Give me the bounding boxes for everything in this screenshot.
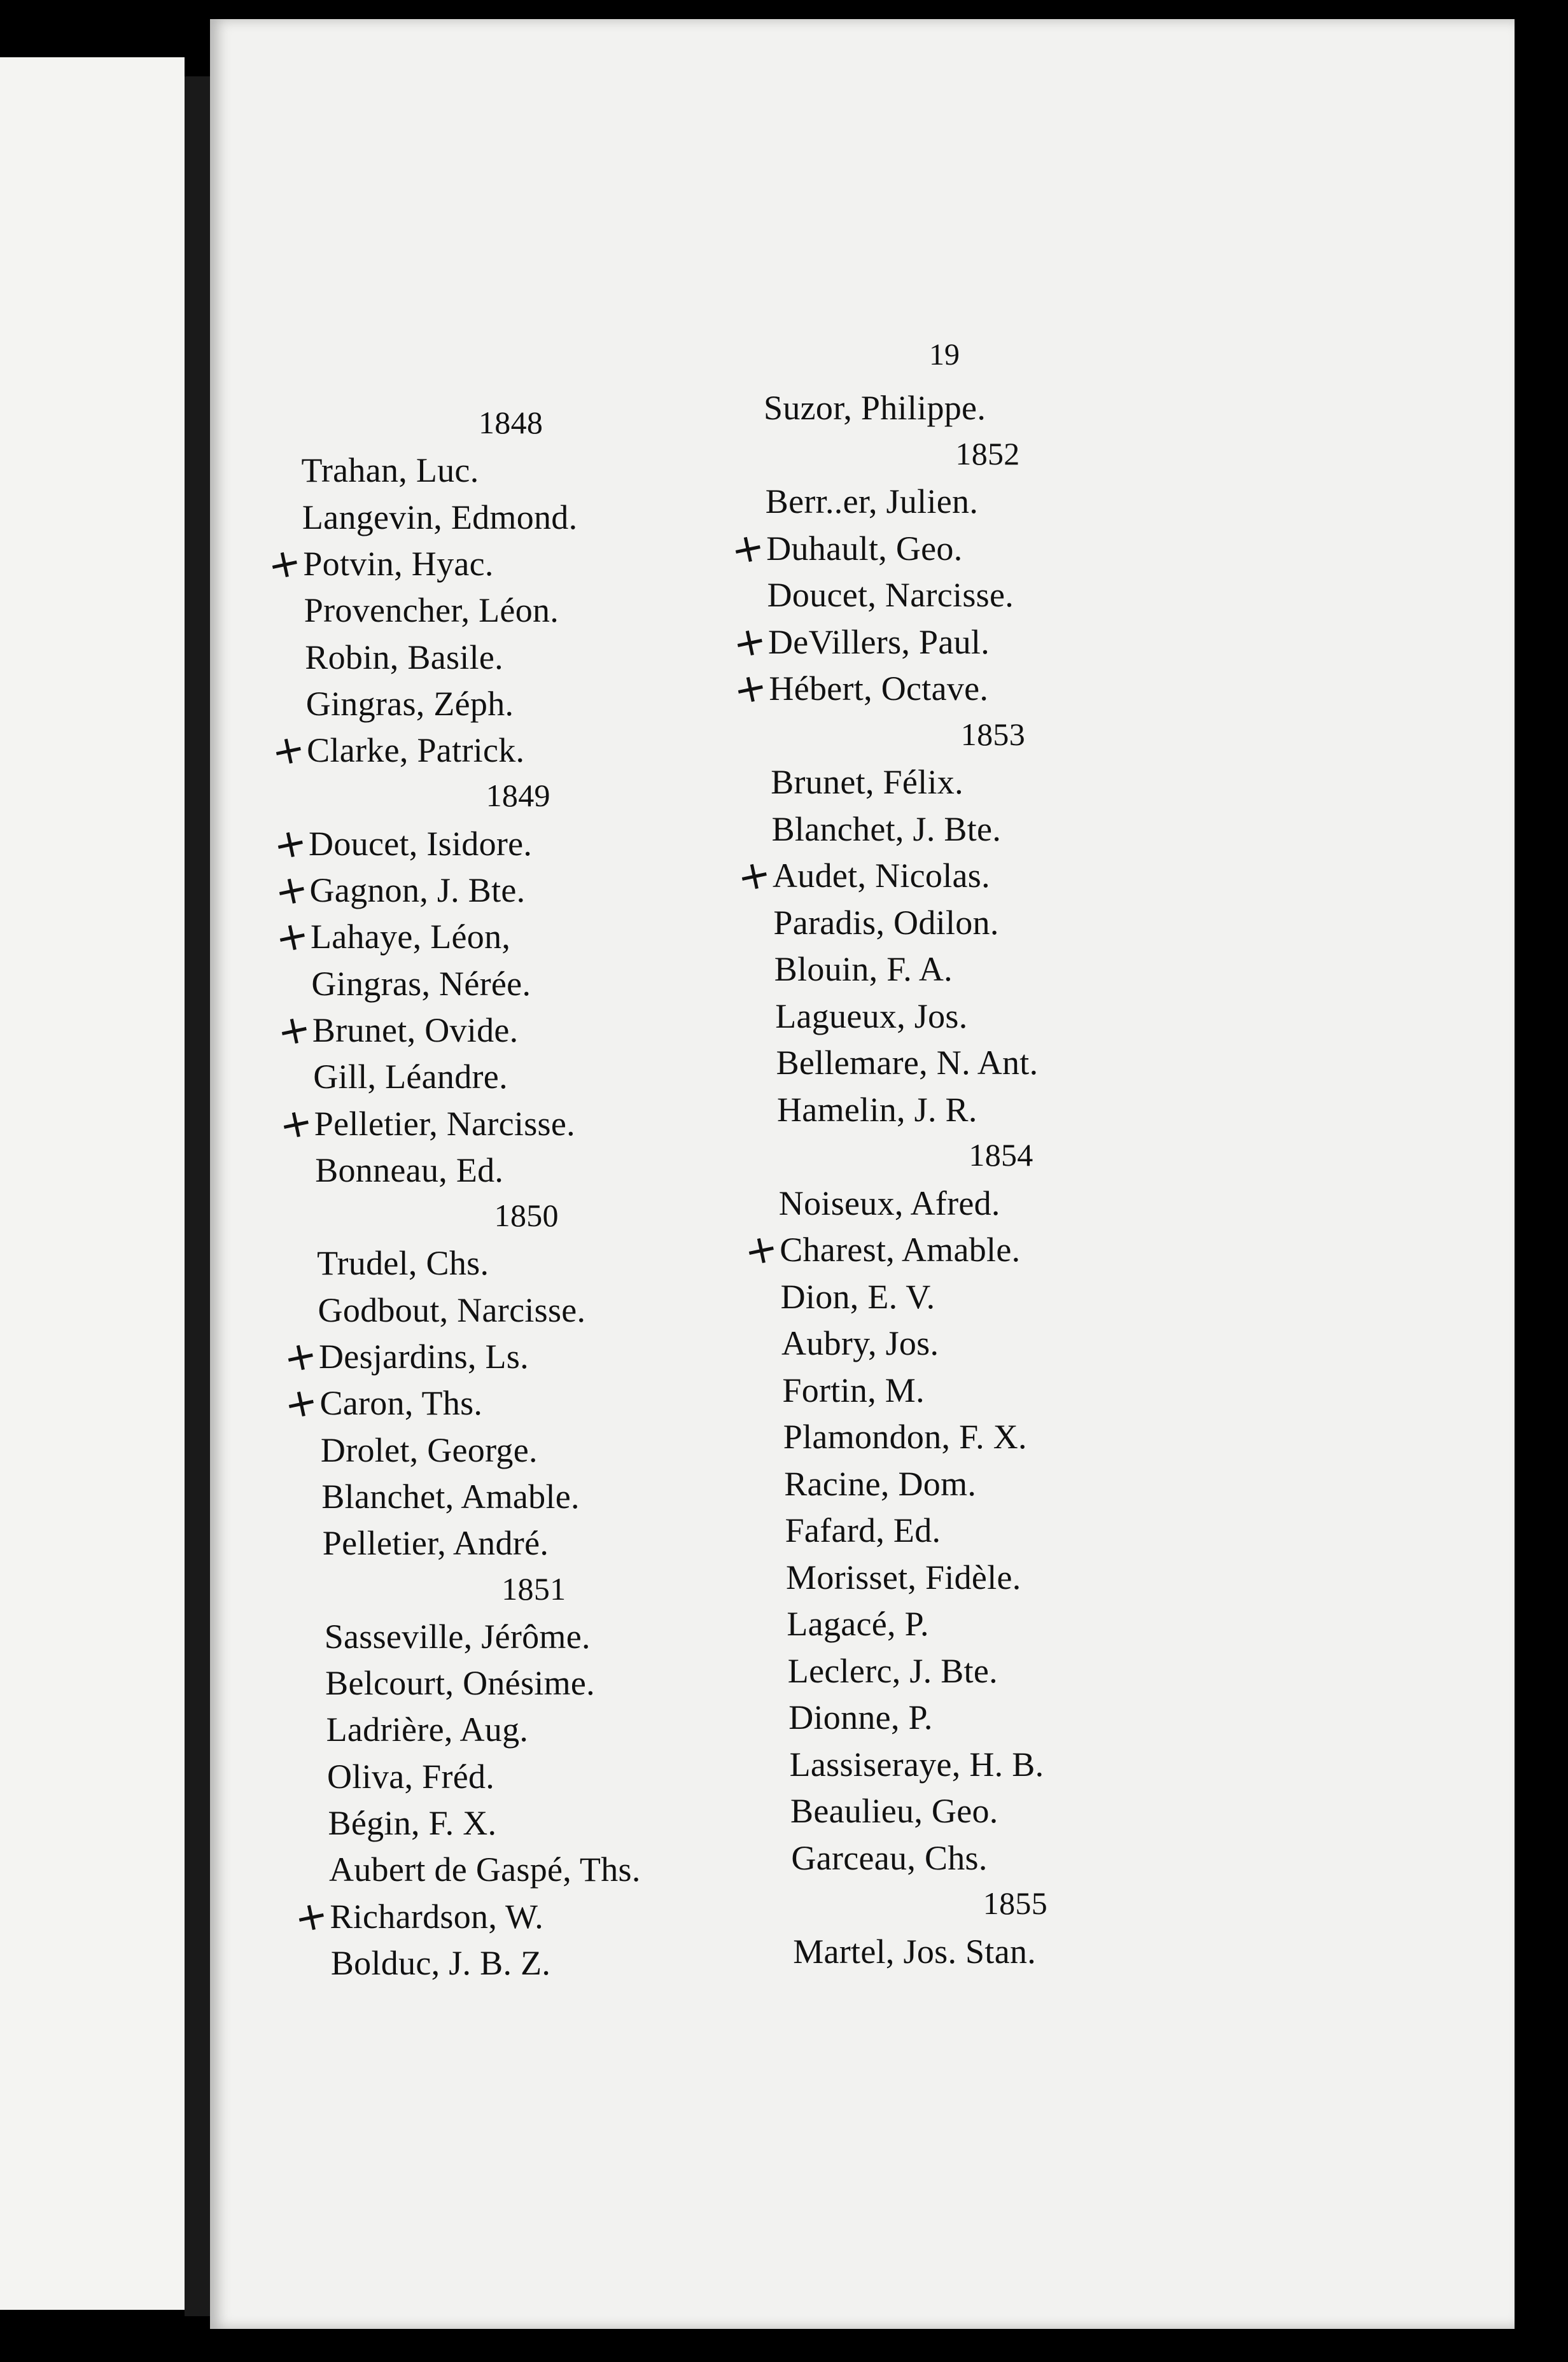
name-entry: Charest, Amable. <box>780 1231 1021 1269</box>
cross-mark-icon: + <box>728 615 771 668</box>
name-entry: Lahaye, Léon, <box>310 918 511 956</box>
name-entry: Robin, Basile. <box>305 638 503 676</box>
name-entry: Hamelin, J. R. <box>777 1090 977 1129</box>
cross-mark-icon: + <box>269 817 312 870</box>
name-entry: Ladrière, Aug. <box>326 1710 529 1749</box>
cross-mark-icon: + <box>280 1376 323 1429</box>
name-entry: Aubry, Jos. <box>781 1324 939 1362</box>
cross-mark-icon: + <box>263 537 306 590</box>
name-entry: Trudel, Chs. <box>317 1244 489 1283</box>
name-entry: Noiseux, Afred. <box>778 1184 1000 1222</box>
name-entry: Audet, Nicolas. <box>773 856 990 895</box>
name-entry: Bolduc, J. B. Z. <box>330 1943 551 1982</box>
name-entry: Oliva, Fréd. <box>327 1757 495 1796</box>
cross-mark-icon: + <box>727 521 769 575</box>
name-entry: Bonneau, Ed. <box>315 1150 504 1189</box>
name-entry: Suzor, Philippe. <box>764 389 986 427</box>
name-entry: Bégin, F. X. <box>328 1804 497 1842</box>
name-entry: Martel, Jos. Stan. <box>793 1932 1037 1971</box>
year-heading: 1853 <box>960 716 1025 752</box>
cross-mark-icon: + <box>270 910 313 963</box>
name-entry: Sasseville, Jérôme. <box>324 1617 591 1656</box>
name-entry: Belcourt, Onésime. <box>325 1664 595 1703</box>
name-entry: Potvin, Hyac. <box>303 544 494 583</box>
name-entry: Aubert de Gaspé, Ths. <box>328 1850 641 1889</box>
year-heading: 1852 <box>955 435 1020 472</box>
facing-page-edge <box>0 57 185 2310</box>
name-entry: Brunet, Félix. <box>771 763 963 801</box>
book-page <box>210 19 1515 2329</box>
name-entry: Fafard, Ed. <box>785 1511 941 1549</box>
name-entry: Doucet, Isidore. <box>309 824 533 863</box>
name-entry: Brunet, Ovide. <box>312 1010 519 1049</box>
name-entry: Dion, E. V. <box>780 1277 935 1316</box>
name-entry: Richardson, W. <box>330 1897 544 1936</box>
name-entry: Caron, Ths. <box>319 1384 483 1423</box>
name-entry: Pelletier, André. <box>322 1524 549 1563</box>
name-entry: Godbout, Narcisse. <box>318 1290 586 1329</box>
name-entry: Provencher, Léon. <box>304 591 559 630</box>
name-entry: Gill, Léandre. <box>313 1058 508 1096</box>
name-entry: Hébert, Octave. <box>769 669 989 708</box>
name-entry: Blouin, F. A. <box>774 950 953 988</box>
cross-mark-icon: + <box>267 723 310 776</box>
name-entry: Drolet, George. <box>320 1430 538 1469</box>
name-entry: Lagueux, Jos. <box>775 996 968 1035</box>
year-heading: 1855 <box>983 1885 1047 1921</box>
name-entry: Leclerc, J. Bte. <box>787 1651 998 1690</box>
name-entry: Clarke, Patrick. <box>307 731 525 770</box>
name-entry: Plamondon, F. X. <box>783 1418 1027 1456</box>
year-heading: 1849 <box>486 778 550 814</box>
year-heading: 1854 <box>969 1137 1033 1173</box>
name-entry: Racine, Dom. <box>784 1464 977 1503</box>
name-entry: Trahan, Luc. <box>301 451 479 490</box>
cross-mark-icon: + <box>270 863 312 916</box>
name-entry: Gingras, Zéph. <box>305 684 514 723</box>
name-entry: Blanchet, J. Bte. <box>771 809 1002 848</box>
cross-mark-icon: + <box>274 1096 317 1150</box>
page-number: 19 <box>929 338 960 372</box>
year-heading: 1851 <box>501 1570 566 1607</box>
cross-mark-icon: + <box>279 1330 321 1383</box>
name-entry: Lassiseraye, H. B. <box>789 1745 1044 1784</box>
name-entry: DeVillers, Paul. <box>768 622 990 661</box>
name-entry: Berr..er, Julien. <box>765 482 979 521</box>
year-heading: 1850 <box>494 1198 559 1234</box>
name-entry: Langevin, Edmond. <box>302 498 578 536</box>
name-entry: Beaulieu, Geo. <box>790 1792 998 1830</box>
cross-mark-icon: + <box>732 849 775 902</box>
name-entry: Gagnon, J. Bte. <box>309 871 526 909</box>
name-entry: Lagacé, P. <box>787 1605 929 1643</box>
year-heading: 1848 <box>479 405 543 440</box>
cross-mark-icon: + <box>729 662 772 715</box>
name-entry: Garceau, Chs. <box>791 1838 988 1877</box>
name-entry: Duhault, Geo. <box>766 529 963 568</box>
cross-mark-icon: + <box>272 1003 315 1056</box>
name-entry: Fortin, M. <box>782 1371 925 1409</box>
name-entry: Pelletier, Narcisse. <box>314 1104 575 1143</box>
name-entry: Desjardins, Ls. <box>319 1338 529 1376</box>
name-entry: Paradis, Odilon. <box>773 903 999 942</box>
name-entry: Blanchet, Amable. <box>321 1477 580 1516</box>
cross-mark-icon: + <box>290 1889 333 1943</box>
name-entry: Morisset, Fidèle. <box>786 1558 1021 1597</box>
name-entry: Gingras, Nérée. <box>311 964 531 1003</box>
name-entry: Doucet, Narcisse. <box>767 576 1014 614</box>
cross-mark-icon: + <box>740 1223 783 1276</box>
name-entry: Bellemare, N. Ant. <box>776 1044 1039 1082</box>
name-entry: Dionne, P. <box>788 1698 933 1737</box>
